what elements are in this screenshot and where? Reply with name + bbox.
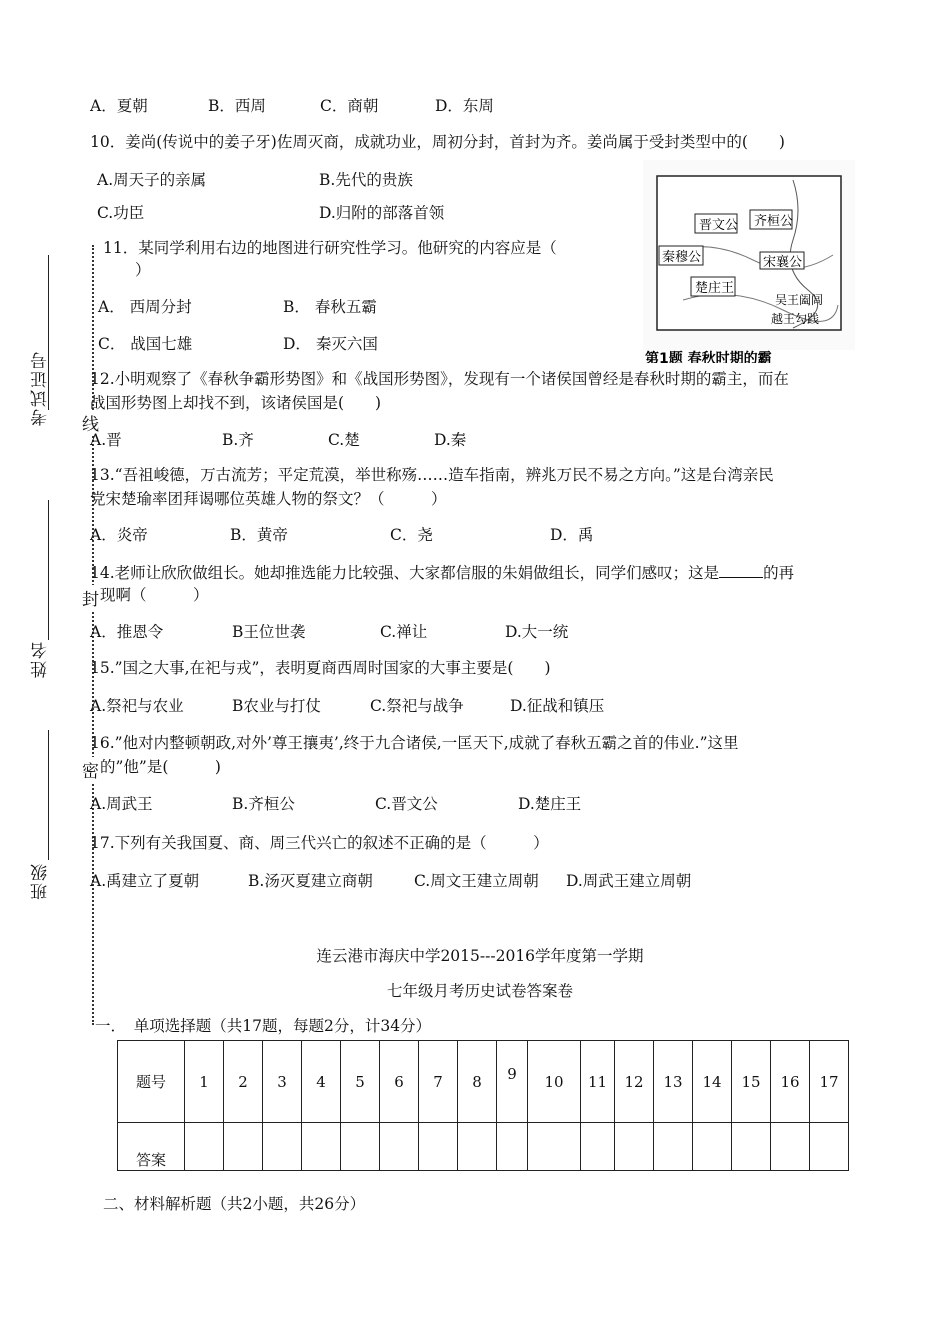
answer-cell[interactable] xyxy=(771,1123,810,1171)
seal-char-line: 线 xyxy=(82,410,99,435)
answer-cell[interactable] xyxy=(185,1123,224,1171)
question-number: 13 xyxy=(654,1041,693,1123)
q16-stem-line1: 16.”他对内整顿朝政,对外’尊王攘夷’,终于九合诸侯,一匡天下,成就了春秋五霸之首的伟业.”这里 xyxy=(90,734,739,752)
q14-stem-line1 xyxy=(90,562,794,583)
answer-sheet-title: 连云港市海庆中学2015---2016学年度第一学期 xyxy=(316,947,644,965)
map-label-qin: 秦穆公 xyxy=(662,250,702,265)
q15-stem: 15.”国之大事,在祀与戎”，表明夏商西周时国家的大事主要是( ) xyxy=(90,659,551,677)
map-label-song: 宋襄公 xyxy=(763,255,803,270)
answer-cell[interactable] xyxy=(581,1123,615,1171)
answer-cell[interactable] xyxy=(341,1123,380,1171)
name-rule xyxy=(48,500,49,640)
q10-option-a[interactable]: A.周天子的亲属 xyxy=(97,171,207,189)
q10-option-d[interactable]: D.归附的部落首领 xyxy=(319,204,445,222)
q13-option-a[interactable]: A．炎帝 xyxy=(90,526,148,544)
class-label: 班级 xyxy=(31,862,51,900)
answer-cell[interactable] xyxy=(615,1123,654,1171)
row-header-number: 题号 xyxy=(118,1041,185,1123)
question-number: 1 xyxy=(185,1041,224,1123)
q17-option-d[interactable]: D.周武王建立周朝 xyxy=(566,872,692,890)
q14-option-b[interactable]: B王位世袭 xyxy=(232,623,306,641)
q11-option-b[interactable]: B． 春秋五霸 xyxy=(283,298,377,316)
q14-stem-pre: 14.老师让欣欣做组长。她却推选能力比较强、大家都信服的朱娟做组长，同学们感叹；这是 xyxy=(90,564,720,582)
q15-option-a[interactable]: A.祭祀与农业 xyxy=(90,697,184,715)
answer-cell[interactable] xyxy=(263,1123,302,1171)
answer-cell[interactable] xyxy=(497,1123,528,1171)
map-label-yue: 越王勾践 xyxy=(771,312,820,326)
answer-cell[interactable] xyxy=(732,1123,771,1171)
question-number: 10 xyxy=(528,1041,581,1123)
question-number: 11 xyxy=(581,1041,615,1123)
answer-cell[interactable] xyxy=(693,1123,732,1171)
q9-option-d[interactable]: D．东周 xyxy=(435,97,494,115)
q10-option-c[interactable]: C.功臣 xyxy=(97,204,145,222)
answer-cell[interactable] xyxy=(380,1123,419,1171)
q12-stem-line2: 战国形势图上却找不到，该诸侯国是( ) xyxy=(90,394,382,412)
q11-option-a[interactable]: A． 西周分封 xyxy=(98,298,192,316)
map-label-chu: 楚庄王 xyxy=(695,281,735,296)
answer-cell[interactable] xyxy=(528,1123,581,1171)
q16-stem-line2: 的”他”是( ) xyxy=(100,758,221,776)
spring-autumn-hegemons-map xyxy=(643,160,855,363)
q16-option-b[interactable]: B.齐桓公 xyxy=(232,795,295,813)
answer-cell[interactable] xyxy=(654,1123,693,1171)
answer-table-number-row xyxy=(118,1041,849,1123)
q17-option-a[interactable]: A.禹建立了夏朝 xyxy=(90,872,200,890)
question-number: 3 xyxy=(263,1041,302,1123)
q16-option-c[interactable]: C.晋文公 xyxy=(375,795,438,813)
answer-sheet-subtitle: 七年级月考历史试卷答案卷 xyxy=(386,982,573,1000)
q13-stem-line1: 13.“吾祖峻德，万古流芳；平定荒漠，举世称殇……造车指南，辨兆万民不易之方向。”这是台湾亲民 xyxy=(90,466,774,484)
q11-option-d[interactable]: D． 秦灭六国 xyxy=(283,335,378,353)
q12-option-b[interactable]: B.齐 xyxy=(222,431,254,449)
q12-option-c[interactable]: C.楚 xyxy=(328,431,360,449)
q13-option-b[interactable]: B．黄帝 xyxy=(230,526,288,544)
class-rule xyxy=(48,730,49,860)
q16-option-d[interactable]: D.楚庄王 xyxy=(518,795,582,813)
q9-option-a[interactable]: A．夏朝 xyxy=(90,97,148,115)
name-label: 姓名 xyxy=(31,640,51,678)
section2-heading: 二、材料解析题（共2小题，共26分） xyxy=(103,1195,366,1213)
question-number: 9 xyxy=(497,1041,528,1123)
q17-option-b[interactable]: B.汤灭夏建立商朝 xyxy=(248,872,373,890)
answer-table-answer-row xyxy=(118,1123,849,1171)
row-header-answer: 答案 xyxy=(118,1123,185,1171)
q16-option-a[interactable]: A.周武王 xyxy=(90,795,153,813)
question-number: 2 xyxy=(224,1041,263,1123)
answer-cell[interactable] xyxy=(810,1123,849,1171)
question-number: 14 xyxy=(693,1041,732,1123)
exam-id-label: 考试证号 xyxy=(31,350,51,426)
answer-cell[interactable] xyxy=(458,1123,497,1171)
question-number: 4 xyxy=(302,1041,341,1123)
question-number: 7 xyxy=(419,1041,458,1123)
seal-char-seal: 封 xyxy=(82,585,99,610)
q13-option-d[interactable]: D．禹 xyxy=(550,526,594,544)
map-label-qi: 齐桓公 xyxy=(754,214,794,229)
answer-cell[interactable] xyxy=(224,1123,263,1171)
q17-option-c[interactable]: C.周文王建立周朝 xyxy=(414,872,539,890)
q14-stem-post: 的再 xyxy=(763,564,795,582)
q12-option-d[interactable]: D.秦 xyxy=(434,431,467,449)
question-number: 17 xyxy=(810,1041,849,1123)
q14-option-a[interactable]: A．推恩令 xyxy=(90,623,164,641)
map-label-jin: 晋文公 xyxy=(699,218,739,233)
q14-stem-line2: 现啊（ ） xyxy=(100,586,209,604)
q13-stem-line2: 党宋楚瑜率团拜谒哪位英雄人物的祭文？（ ） xyxy=(90,490,447,508)
q14-answer-blank[interactable] xyxy=(719,562,763,578)
q15-option-b[interactable]: B农业与打仗 xyxy=(232,697,321,715)
q10-stem: 10．姜尚(传说中的姜子牙)佐周灭商，成就功业，周初分封，首封为齐。姜尚属于受封类型中的( ) xyxy=(90,133,785,151)
answer-cell[interactable] xyxy=(302,1123,341,1171)
q13-option-c[interactable]: C．尧 xyxy=(390,526,433,544)
question-number: 5 xyxy=(341,1041,380,1123)
q10-option-b[interactable]: B.先代的贵族 xyxy=(319,171,413,189)
q9-option-b[interactable]: B．西周 xyxy=(208,97,266,115)
question-number: 12 xyxy=(615,1041,654,1123)
q11-option-c[interactable]: C． 战国七雄 xyxy=(98,335,193,353)
question-number: 16 xyxy=(771,1041,810,1123)
seal-char-secret: 密 xyxy=(82,757,99,782)
q11-stem-line1: 11．某同学利用右边的地图进行研究性学习。他研究的内容应是（ xyxy=(103,239,557,257)
map-label-wu: 吴王阖闾 xyxy=(775,293,824,307)
question-number: 8 xyxy=(458,1041,497,1123)
answer-cell[interactable] xyxy=(419,1123,458,1171)
q12-option-a[interactable]: A.晋 xyxy=(90,431,122,449)
q11-stem-line2: ） xyxy=(135,261,151,279)
q14-option-c[interactable]: C.禅让 xyxy=(380,623,428,641)
question-number: 15 xyxy=(732,1041,771,1123)
q14-option-d[interactable]: D.大一统 xyxy=(505,623,569,641)
map-caption: 第1题 春秋时期的霸 xyxy=(645,351,772,363)
q17-stem: 17.下列有关我国夏、商、周三代兴亡的叙述不正确的是（ ） xyxy=(90,834,549,852)
answer-table xyxy=(117,1040,849,1171)
q9-option-c[interactable]: C．商朝 xyxy=(320,97,379,115)
q15-option-c[interactable]: C.祭祀与战争 xyxy=(370,697,464,715)
section1-heading: 一． 单项选择题（共17题，每题2分，计34分） xyxy=(95,1017,432,1035)
q12-stem-line1: 12.小明观察了《春秋争霸形势图》和《战国形势图》，发现有一个诸侯国曾经是春秋时期的霸主，而在 xyxy=(90,370,789,388)
q15-option-d[interactable]: D.征战和镇压 xyxy=(510,697,605,715)
question-number: 6 xyxy=(380,1041,419,1123)
